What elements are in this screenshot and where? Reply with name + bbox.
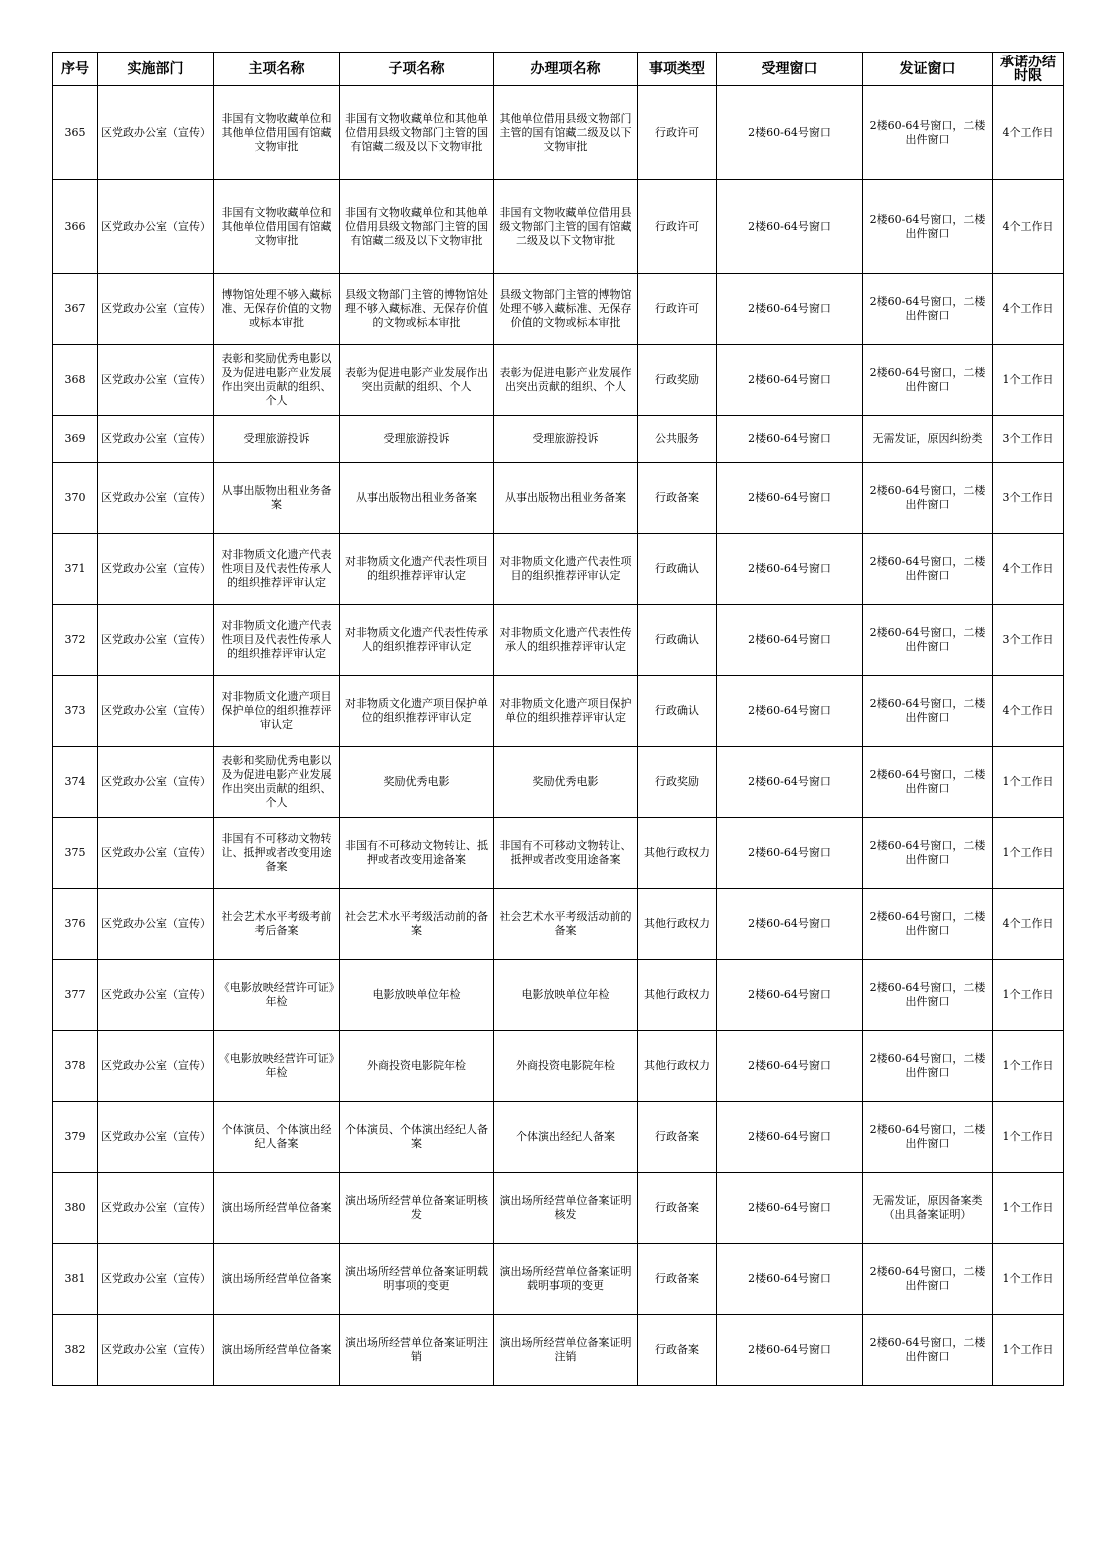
cell-time-limit: 1个工作日	[993, 1102, 1064, 1173]
cell-department: 区党政办公室（宣传）	[98, 1315, 214, 1386]
cell-issue-window: 2楼60-64号窗口，二楼出件窗口	[863, 960, 993, 1031]
cell-time-limit: 1个工作日	[993, 1244, 1064, 1315]
table-row	[53, 1315, 1064, 1386]
cell-index: 376	[53, 889, 98, 960]
cell-handling-item: 外商投资电影院年检	[494, 1031, 638, 1102]
cell-main-item: 从事出版物出租业务备案	[214, 463, 340, 534]
cell-handling-item: 县级文物部门主管的博物馆处理不够入藏标准、无保存价值的文物或标本审批	[494, 274, 638, 345]
cell-department: 区党政办公室（宣传）	[98, 818, 214, 889]
cell-sub-item: 外商投资电影院年检	[340, 1031, 494, 1102]
cell-issue-window: 2楼60-64号窗口，二楼出件窗口	[863, 180, 993, 274]
cell-item-type: 行政确认	[638, 534, 717, 605]
cell-handling-item: 从事出版物出租业务备案	[494, 463, 638, 534]
cell-issue-window: 2楼60-64号窗口，二楼出件窗口	[863, 747, 993, 818]
table-row	[53, 180, 1064, 274]
table-row	[53, 1173, 1064, 1244]
cell-index: 379	[53, 1102, 98, 1173]
cell-sub-item: 个体演员、个体演出经纪人备案	[340, 1102, 494, 1173]
cell-item-type: 行政许可	[638, 180, 717, 274]
cell-item-type: 行政备案	[638, 1244, 717, 1315]
table-row	[53, 605, 1064, 676]
cell-item-type: 其他行政权力	[638, 889, 717, 960]
table-row	[53, 534, 1064, 605]
cell-index: 372	[53, 605, 98, 676]
cell-issue-window: 2楼60-64号窗口，二楼出件窗口	[863, 86, 993, 180]
cell-issue-window: 2楼60-64号窗口，二楼出件窗口	[863, 1244, 993, 1315]
cell-handling-item: 对非物质文化遗产项目保护单位的组织推荐评审认定	[494, 676, 638, 747]
cell-index: 371	[53, 534, 98, 605]
cell-issue-window: 2楼60-64号窗口，二楼出件窗口	[863, 463, 993, 534]
cell-handling-item: 电影放映单位年检	[494, 960, 638, 1031]
cell-accept-window: 2楼60-64号窗口	[717, 1173, 863, 1244]
cell-index: 375	[53, 818, 98, 889]
cell-time-limit: 1个工作日	[993, 1031, 1064, 1102]
table-row	[53, 747, 1064, 818]
cell-time-limit: 3个工作日	[993, 605, 1064, 676]
cell-department: 区党政办公室（宣传）	[98, 180, 214, 274]
cell-time-limit: 1个工作日	[993, 1173, 1064, 1244]
cell-item-type: 其他行政权力	[638, 818, 717, 889]
cell-issue-window: 2楼60-64号窗口，二楼出件窗口	[863, 676, 993, 747]
cell-main-item: 非国有不可移动文物转让、抵押或者改变用途备案	[214, 818, 340, 889]
cell-sub-item: 社会艺术水平考级活动前的备案	[340, 889, 494, 960]
cell-main-item: 演出场所经营单位备案	[214, 1244, 340, 1315]
cell-time-limit: 1个工作日	[993, 345, 1064, 416]
cell-item-type: 行政备案	[638, 1315, 717, 1386]
cell-sub-item: 非国有不可移动文物转让、抵押或者改变用途备案	[340, 818, 494, 889]
services-table	[52, 52, 1064, 1386]
cell-issue-window: 2楼60-64号窗口，二楼出件窗口	[863, 345, 993, 416]
cell-handling-item: 演出场所经营单位备案证明载明事项的变更	[494, 1244, 638, 1315]
cell-issue-window: 2楼60-64号窗口，二楼出件窗口	[863, 889, 993, 960]
cell-time-limit: 1个工作日	[993, 747, 1064, 818]
cell-sub-item: 对非物质文化遗产代表性传承人的组织推荐评审认定	[340, 605, 494, 676]
table-row	[53, 960, 1064, 1031]
cell-main-item: 非国有文物收藏单位和其他单位借用国有馆藏文物审批	[214, 86, 340, 180]
cell-accept-window: 2楼60-64号窗口	[717, 534, 863, 605]
table-row	[53, 416, 1064, 463]
cell-department: 区党政办公室（宣传）	[98, 534, 214, 605]
cell-handling-item: 其他单位借用县级文物部门主管的国有馆藏二级及以下文物审批	[494, 86, 638, 180]
cell-accept-window: 2楼60-64号窗口	[717, 605, 863, 676]
cell-time-limit: 4个工作日	[993, 534, 1064, 605]
cell-issue-window: 2楼60-64号窗口，二楼出件窗口	[863, 818, 993, 889]
cell-index: 378	[53, 1031, 98, 1102]
header-department: 实施部门	[98, 53, 214, 86]
cell-index: 382	[53, 1315, 98, 1386]
cell-main-item: 受理旅游投诉	[214, 416, 340, 463]
cell-time-limit: 4个工作日	[993, 889, 1064, 960]
table-row	[53, 889, 1064, 960]
cell-sub-item: 对非物质文化遗产代表性项目的组织推荐评审认定	[340, 534, 494, 605]
cell-issue-window: 2楼60-64号窗口，二楼出件窗口	[863, 534, 993, 605]
cell-accept-window: 2楼60-64号窗口	[717, 960, 863, 1031]
cell-accept-window: 2楼60-64号窗口	[717, 1031, 863, 1102]
cell-accept-window: 2楼60-64号窗口	[717, 1315, 863, 1386]
cell-time-limit: 4个工作日	[993, 676, 1064, 747]
cell-main-item: 对非物质文化遗产代表性项目及代表性传承人的组织推荐评审认定	[214, 605, 340, 676]
cell-accept-window: 2楼60-64号窗口	[717, 676, 863, 747]
cell-sub-item: 对非物质文化遗产项目保护单位的组织推荐评审认定	[340, 676, 494, 747]
cell-accept-window: 2楼60-64号窗口	[717, 345, 863, 416]
header-handling-item: 办理项名称	[494, 53, 638, 86]
cell-accept-window: 2楼60-64号窗口	[717, 416, 863, 463]
cell-handling-item: 非国有不可移动文物转让、抵押或者改变用途备案	[494, 818, 638, 889]
cell-sub-item: 电影放映单位年检	[340, 960, 494, 1031]
cell-handling-item: 个体演出经纪人备案	[494, 1102, 638, 1173]
cell-accept-window: 2楼60-64号窗口	[717, 747, 863, 818]
cell-main-item: 《电影放映经营许可证》年检	[214, 1031, 340, 1102]
cell-issue-window: 无需发证，原因备案类（出具备案证明）	[863, 1173, 993, 1244]
cell-main-item: 演出场所经营单位备案	[214, 1173, 340, 1244]
cell-time-limit: 4个工作日	[993, 274, 1064, 345]
table-row	[53, 345, 1064, 416]
cell-main-item: 表彰和奖励优秀电影以及为促进电影产业发展作出突出贡献的组织、个人	[214, 345, 340, 416]
cell-sub-item: 非国有文物收藏单位和其他单位借用县级文物部门主管的国有馆藏二级及以下文物审批	[340, 86, 494, 180]
cell-issue-window: 无需发证，原因纠纷类	[863, 416, 993, 463]
cell-department: 区党政办公室（宣传）	[98, 747, 214, 818]
table-row	[53, 818, 1064, 889]
header-time-limit: 承诺办结时限	[993, 53, 1064, 86]
cell-time-limit: 3个工作日	[993, 416, 1064, 463]
cell-accept-window: 2楼60-64号窗口	[717, 818, 863, 889]
cell-issue-window: 2楼60-64号窗口，二楼出件窗口	[863, 274, 993, 345]
cell-item-type: 行政许可	[638, 274, 717, 345]
cell-index: 377	[53, 960, 98, 1031]
cell-item-type: 行政备案	[638, 1102, 717, 1173]
cell-department: 区党政办公室（宣传）	[98, 1102, 214, 1173]
table-row	[53, 86, 1064, 180]
cell-sub-item: 奖励优秀电影	[340, 747, 494, 818]
cell-index: 370	[53, 463, 98, 534]
cell-item-type: 行政备案	[638, 463, 717, 534]
cell-index: 374	[53, 747, 98, 818]
cell-department: 区党政办公室（宣传）	[98, 345, 214, 416]
table-row	[53, 274, 1064, 345]
cell-item-type: 行政奖励	[638, 747, 717, 818]
cell-department: 区党政办公室（宣传）	[98, 960, 214, 1031]
cell-accept-window: 2楼60-64号窗口	[717, 1244, 863, 1315]
header-sub-item: 子项名称	[340, 53, 494, 86]
cell-handling-item: 社会艺术水平考级活动前的备案	[494, 889, 638, 960]
cell-index: 369	[53, 416, 98, 463]
cell-main-item: 《电影放映经营许可证》年检	[214, 960, 340, 1031]
cell-accept-window: 2楼60-64号窗口	[717, 1102, 863, 1173]
cell-index: 368	[53, 345, 98, 416]
cell-sub-item: 非国有文物收藏单位和其他单位借用县级文物部门主管的国有馆藏二级及以下文物审批	[340, 180, 494, 274]
cell-index: 380	[53, 1173, 98, 1244]
cell-department: 区党政办公室（宣传）	[98, 605, 214, 676]
cell-accept-window: 2楼60-64号窗口	[717, 463, 863, 534]
cell-handling-item: 演出场所经营单位备案证明核发	[494, 1173, 638, 1244]
header-item-type: 事项类型	[638, 53, 717, 86]
cell-time-limit: 3个工作日	[993, 463, 1064, 534]
table-row	[53, 1244, 1064, 1315]
cell-sub-item: 演出场所经营单位备案证明载明事项的变更	[340, 1244, 494, 1315]
cell-main-item: 对非物质文化遗产代表性项目及代表性传承人的组织推荐评审认定	[214, 534, 340, 605]
table-row	[53, 1031, 1064, 1102]
cell-item-type: 行政确认	[638, 676, 717, 747]
cell-handling-item: 对非物质文化遗产代表性传承人的组织推荐评审认定	[494, 605, 638, 676]
cell-time-limit: 4个工作日	[993, 86, 1064, 180]
cell-handling-item: 受理旅游投诉	[494, 416, 638, 463]
table-row	[53, 1102, 1064, 1173]
cell-index: 365	[53, 86, 98, 180]
cell-department: 区党政办公室（宣传）	[98, 889, 214, 960]
cell-item-type: 行政确认	[638, 605, 717, 676]
cell-item-type: 其他行政权力	[638, 960, 717, 1031]
cell-issue-window: 2楼60-64号窗口，二楼出件窗口	[863, 1102, 993, 1173]
cell-department: 区党政办公室（宣传）	[98, 1244, 214, 1315]
cell-handling-item: 对非物质文化遗产代表性项目的组织推荐评审认定	[494, 534, 638, 605]
cell-time-limit: 1个工作日	[993, 818, 1064, 889]
cell-index: 367	[53, 274, 98, 345]
cell-item-type: 其他行政权力	[638, 1031, 717, 1102]
header-main-item: 主项名称	[214, 53, 340, 86]
cell-accept-window: 2楼60-64号窗口	[717, 86, 863, 180]
cell-main-item: 博物馆处理不够入藏标准、无保存价值的文物或标本审批	[214, 274, 340, 345]
cell-issue-window: 2楼60-64号窗口，二楼出件窗口	[863, 605, 993, 676]
cell-sub-item: 表彰为促进电影产业发展作出突出贡献的组织、个人	[340, 345, 494, 416]
cell-department: 区党政办公室（宣传）	[98, 676, 214, 747]
cell-issue-window: 2楼60-64号窗口，二楼出件窗口	[863, 1031, 993, 1102]
header-accept-window: 受理窗口	[717, 53, 863, 86]
cell-item-type: 行政备案	[638, 1173, 717, 1244]
cell-department: 区党政办公室（宣传）	[98, 416, 214, 463]
cell-item-type: 行政奖励	[638, 345, 717, 416]
cell-main-item: 社会艺术水平考级考前考后备案	[214, 889, 340, 960]
cell-department: 区党政办公室（宣传）	[98, 1173, 214, 1244]
table-row	[53, 463, 1064, 534]
cell-time-limit: 1个工作日	[993, 1315, 1064, 1386]
cell-department: 区党政办公室（宣传）	[98, 86, 214, 180]
cell-item-type: 行政许可	[638, 86, 717, 180]
cell-department: 区党政办公室（宣传）	[98, 274, 214, 345]
table-header-row	[53, 53, 1064, 86]
cell-index: 366	[53, 180, 98, 274]
cell-sub-item: 演出场所经营单位备案证明核发	[340, 1173, 494, 1244]
cell-sub-item: 受理旅游投诉	[340, 416, 494, 463]
cell-main-item: 非国有文物收藏单位和其他单位借用国有馆藏文物审批	[214, 180, 340, 274]
cell-department: 区党政办公室（宣传）	[98, 1031, 214, 1102]
cell-handling-item: 非国有文物收藏单位借用县级文物部门主管的国有馆藏二级及以下文物审批	[494, 180, 638, 274]
cell-index: 381	[53, 1244, 98, 1315]
cell-sub-item: 从事出版物出租业务备案	[340, 463, 494, 534]
cell-main-item: 表彰和奖励优秀电影以及为促进电影产业发展作出突出贡献的组织、个人	[214, 747, 340, 818]
cell-index: 373	[53, 676, 98, 747]
cell-item-type: 公共服务	[638, 416, 717, 463]
header-issue-window: 发证窗口	[863, 53, 993, 86]
cell-sub-item: 演出场所经营单位备案证明注销	[340, 1315, 494, 1386]
cell-accept-window: 2楼60-64号窗口	[717, 889, 863, 960]
header-index: 序号	[53, 53, 98, 86]
cell-issue-window: 2楼60-64号窗口，二楼出件窗口	[863, 1315, 993, 1386]
cell-main-item: 对非物质文化遗产项目保护单位的组织推荐评审认定	[214, 676, 340, 747]
cell-sub-item: 县级文物部门主管的博物馆处理不够入藏标准、无保存价值的文物或标本审批	[340, 274, 494, 345]
cell-accept-window: 2楼60-64号窗口	[717, 180, 863, 274]
cell-handling-item: 奖励优秀电影	[494, 747, 638, 818]
table-row	[53, 676, 1064, 747]
cell-accept-window: 2楼60-64号窗口	[717, 274, 863, 345]
cell-time-limit: 4个工作日	[993, 180, 1064, 274]
cell-main-item: 个体演员、个体演出经纪人备案	[214, 1102, 340, 1173]
cell-department: 区党政办公室（宣传）	[98, 463, 214, 534]
cell-handling-item: 表彰为促进电影产业发展作出突出贡献的组织、个人	[494, 345, 638, 416]
cell-main-item: 演出场所经营单位备案	[214, 1315, 340, 1386]
cell-handling-item: 演出场所经营单位备案证明注销	[494, 1315, 638, 1386]
cell-time-limit: 1个工作日	[993, 960, 1064, 1031]
